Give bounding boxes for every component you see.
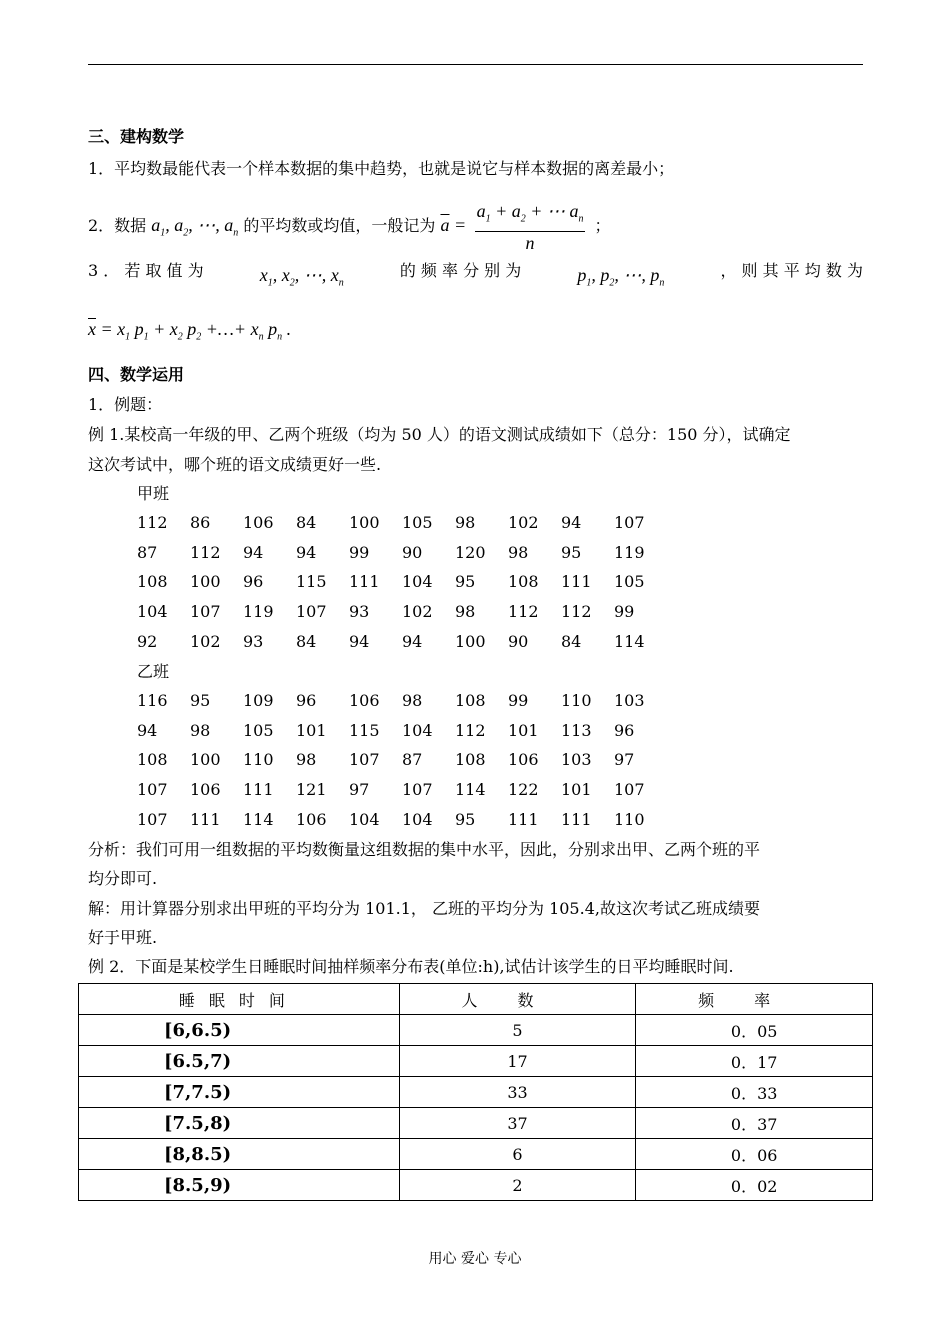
text: ， 则 其 平 均 数 为 — [720, 261, 863, 281]
score: 122 — [508, 780, 539, 800]
table-cell: 2 — [399, 1170, 636, 1201]
score: 94 — [402, 631, 423, 651]
score: 106 — [508, 750, 539, 770]
table-cell: 0．17 — [636, 1046, 873, 1077]
score: 112 — [137, 513, 168, 532]
score-row — [137, 512, 667, 534]
score: 108 — [508, 572, 539, 592]
score: 99 — [508, 691, 529, 710]
score: 114 — [455, 780, 486, 800]
table-row — [79, 1077, 873, 1108]
score: 98 — [402, 691, 423, 710]
frequency-table — [78, 983, 873, 1201]
score-row — [137, 542, 667, 564]
score: 104 — [349, 809, 380, 829]
table-cell: 0．02 — [636, 1170, 873, 1201]
score: 98 — [296, 750, 317, 770]
score: 100 — [190, 572, 221, 592]
score: 96 — [243, 572, 264, 592]
paragraph — [88, 248, 863, 295]
score: 97 — [614, 750, 635, 770]
score: 103 — [561, 750, 592, 770]
class-label: 甲班 — [137, 484, 170, 503]
paragraph: 1．例题： — [88, 395, 163, 414]
score: 95 — [455, 809, 476, 829]
score: 92 — [137, 631, 158, 651]
score: 98 — [455, 513, 476, 532]
table-row — [79, 1046, 873, 1077]
score-row — [137, 601, 667, 623]
section-heading: 四、数学运用 — [88, 365, 185, 384]
score: 100 — [349, 513, 380, 532]
score: 90 — [402, 542, 423, 562]
score: 94 — [561, 513, 582, 532]
table-cell: 33 — [399, 1077, 636, 1108]
paragraph: 好于甲班. — [88, 928, 158, 947]
score: 98 — [190, 720, 211, 740]
score: 108 — [137, 750, 168, 770]
table-row — [79, 1170, 873, 1201]
score: 98 — [455, 602, 476, 622]
score: 119 — [243, 602, 274, 622]
table-cell: 0．06 — [636, 1139, 873, 1170]
score: 111 — [561, 572, 592, 592]
table-cell: 37 — [399, 1108, 636, 1139]
formula: $p_1$, $p_2$, ⋯, $p_n$ — [577, 265, 665, 289]
table-row — [79, 1108, 873, 1139]
text: 的 频 率 分 别 为 — [399, 261, 522, 281]
score: 104 — [137, 602, 168, 622]
table-cell: [8.5,9) — [79, 1170, 400, 1201]
paragraph: 解：用计算器分别求出甲班的平均分为 101.1， 乙班的平均分为 105.4,故这次考试乙班成绩要 — [88, 899, 760, 918]
score: 93 — [349, 602, 370, 622]
formula: $a_1$, $a_2$, ⋯, $a_n$ — [151, 214, 239, 239]
score-row — [137, 779, 667, 801]
score: 102 — [508, 513, 539, 532]
score: 98 — [508, 542, 529, 562]
paragraph: 这次考试中，哪个班的语文成绩更好一些. — [88, 455, 382, 474]
score: 95 — [561, 542, 582, 562]
score: 87 — [137, 542, 158, 562]
score: 96 — [614, 720, 635, 740]
score: 100 — [455, 631, 486, 651]
table-row — [79, 1139, 873, 1170]
formula: $x_1$, $x_2$, ⋯, $x_n$ — [259, 265, 344, 289]
paragraph: 例 2．下面是某校学生日睡眠时间抽样频率分布表(单位:h),试估计该学生的日平均睡眠时间. — [88, 957, 734, 976]
score: 101 — [508, 720, 539, 740]
score: 84 — [296, 631, 317, 651]
table-cell: 17 — [399, 1046, 636, 1077]
table-cell: [8,8.5) — [79, 1139, 400, 1170]
score: 90 — [508, 631, 529, 651]
score: 84 — [296, 513, 317, 532]
score-row — [137, 749, 667, 771]
score: 108 — [137, 572, 168, 592]
score: 108 — [455, 691, 486, 710]
paragraph: 分析：我们可用一组数据的平均数衡量这组数据的集中水平，因此，分别求出甲、乙两个班的平 — [88, 840, 761, 859]
score: 100 — [190, 750, 221, 770]
score: 112 — [190, 542, 221, 562]
score-row — [137, 631, 667, 653]
score: 104 — [402, 809, 433, 829]
score: 111 — [243, 780, 274, 800]
header-cell: 频率 — [636, 984, 873, 1015]
score: 87 — [402, 750, 423, 770]
class-label: 乙班 — [137, 662, 170, 681]
score: 107 — [137, 780, 168, 800]
score: 111 — [190, 809, 221, 829]
score: 97 — [349, 780, 370, 800]
score: 110 — [561, 691, 592, 710]
text: 的平均数或均值，一般记为 — [243, 215, 436, 235]
score: 115 — [349, 720, 380, 740]
score: 99 — [614, 602, 635, 622]
score: 119 — [614, 542, 645, 562]
score: 108 — [455, 750, 486, 770]
score: 101 — [561, 780, 592, 800]
score: 107 — [296, 602, 327, 622]
text: ； — [594, 215, 611, 235]
section-heading: 三、建构数学 — [88, 127, 185, 146]
score: 102 — [402, 602, 433, 622]
table-header — [79, 984, 873, 1015]
score-row — [137, 720, 667, 742]
table-cell: [6,6.5) — [79, 1015, 400, 1046]
paragraph: 1．平均数最能代表一个样本数据的集中趋势，也就是说它与样本数据的离差最小； — [88, 159, 675, 178]
paragraph: 均分即可. — [88, 869, 158, 888]
score: 106 — [190, 780, 221, 800]
score: 104 — [402, 572, 433, 592]
score: 106 — [349, 691, 380, 710]
score: 105 — [614, 572, 645, 592]
score: 107 — [614, 780, 645, 800]
score: 95 — [455, 572, 476, 592]
score: 106 — [296, 809, 327, 829]
score-row — [137, 809, 667, 831]
paragraph — [88, 200, 611, 254]
score: 105 — [243, 720, 274, 740]
formula: $\overline{a}$ = $\frac{a_1 + a_2 + \cdots a_n}{n}$ — [440, 201, 584, 253]
score: 94 — [296, 542, 317, 562]
score: 94 — [137, 720, 158, 740]
score: 101 — [296, 720, 327, 740]
table-cell: [7,7.5) — [79, 1077, 400, 1108]
score: 102 — [190, 631, 221, 651]
score: 107 — [614, 513, 645, 532]
score: 110 — [614, 809, 645, 829]
table-cell: 6 — [399, 1139, 636, 1170]
score: 94 — [349, 631, 370, 651]
score: 112 — [455, 720, 486, 740]
footer: 用心 爱心 专心 — [428, 1251, 522, 1267]
score: 94 — [243, 542, 264, 562]
header-rule — [88, 64, 863, 65]
score: 95 — [190, 691, 211, 710]
score: 111 — [508, 809, 539, 829]
score: 115 — [296, 572, 327, 592]
score: 103 — [614, 691, 645, 710]
score: 105 — [402, 513, 433, 532]
score: 112 — [561, 602, 592, 622]
header-cell: 睡眠时间 — [79, 984, 400, 1015]
table-cell: 0．05 — [636, 1015, 873, 1046]
table-cell: [7.5,8) — [79, 1108, 400, 1139]
score: 93 — [243, 631, 264, 651]
table-cell: 5 — [399, 1015, 636, 1046]
score: 107 — [349, 750, 380, 770]
table-cell: 0．37 — [636, 1108, 873, 1139]
score: 114 — [614, 631, 645, 651]
score: 111 — [561, 809, 592, 829]
table-cell: 0．33 — [636, 1077, 873, 1108]
score: 86 — [190, 513, 211, 532]
score: 107 — [402, 780, 433, 800]
text: 2．数据 — [88, 215, 147, 235]
score: 104 — [402, 720, 433, 740]
table-cell: [6.5,7) — [79, 1046, 400, 1077]
score: 121 — [296, 780, 327, 800]
score: 84 — [561, 631, 582, 651]
score: 113 — [561, 720, 592, 740]
paragraph: 例 1.某校高一年级的甲、乙两个班级（均为 50 人）的语文测试成绩如下（总分：150 分），试确定 — [88, 425, 791, 444]
score: 112 — [508, 602, 539, 622]
text: 3 ． 若 取 值 为 — [88, 261, 204, 281]
score: 110 — [243, 750, 274, 770]
score: 116 — [137, 691, 168, 710]
score-row — [137, 571, 667, 593]
formula: $\overline{x} = x_1$ $p_1 + x_2$ $p_2$ +…+ $x_n$ $p_n$ . — [88, 319, 292, 343]
score-row — [137, 690, 667, 712]
score: 106 — [243, 513, 274, 532]
table-row — [79, 1015, 873, 1046]
score: 99 — [349, 542, 370, 562]
header-cell: 人数 — [399, 984, 636, 1015]
score: 111 — [349, 572, 380, 592]
score: 96 — [296, 691, 317, 710]
score: 107 — [137, 809, 168, 829]
score: 114 — [243, 809, 274, 829]
score: 120 — [455, 542, 486, 562]
score: 109 — [243, 691, 274, 710]
score: 107 — [190, 602, 221, 622]
